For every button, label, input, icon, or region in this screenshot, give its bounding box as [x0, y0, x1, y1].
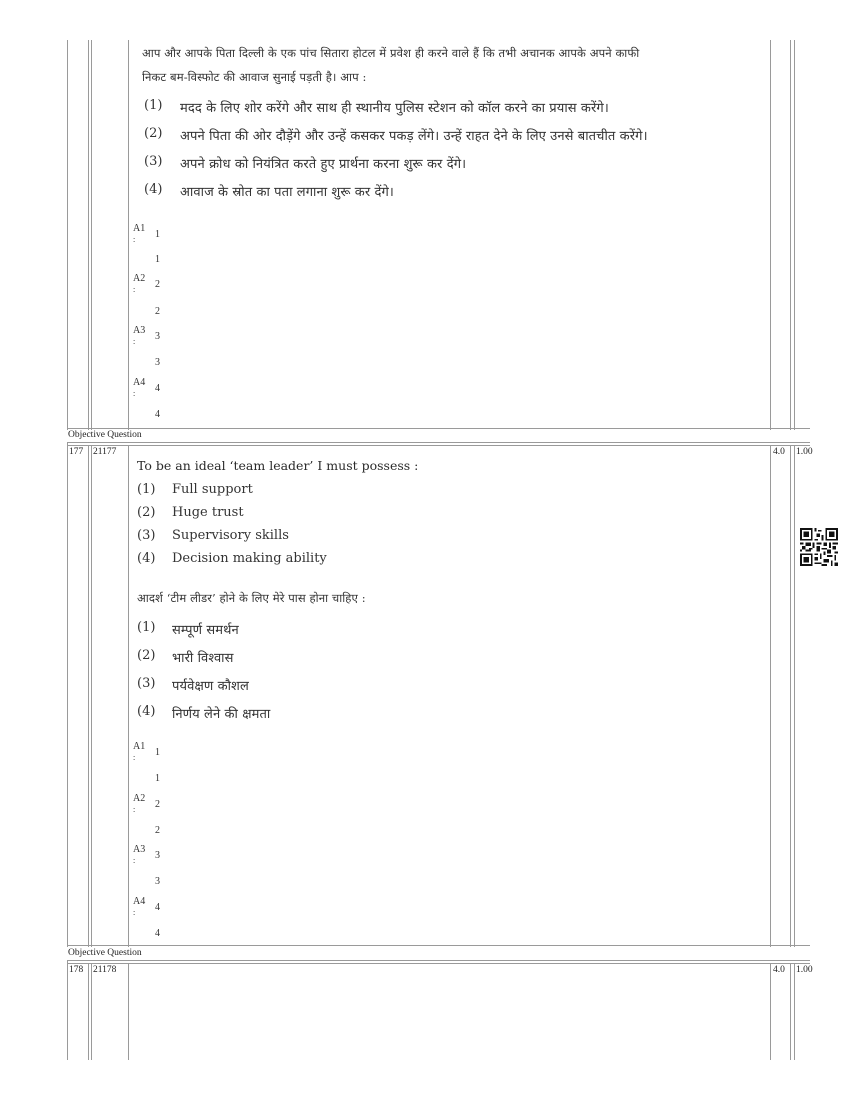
q177-answer-a3-colon: : — [133, 856, 136, 865]
q176-answer-a1-label: A1 — [133, 223, 146, 234]
q177-en-option-1-number: (1) — [137, 482, 156, 497]
q176-answer-a1-colon: : — [133, 235, 136, 244]
table-border-left — [67, 442, 68, 947]
q177-hi-option-1-number: (1) — [137, 620, 156, 635]
row-divider — [67, 428, 810, 429]
q176-option-1-text: मदद के लिए शोर करेंगे और साथ ही स्थानीय पुलिस स्टेशन को कॉल करने का प्रयास करेंगे। — [180, 101, 609, 116]
q177-hi-option-2-text: भारी विश्वास — [172, 651, 234, 666]
row-divider — [67, 960, 810, 961]
table-border-marks — [790, 445, 791, 947]
table-border-question-right — [770, 40, 771, 430]
table-border-marks — [790, 963, 791, 1060]
q177-hi-option-1-text: सम्पूर्ण समर्थन — [172, 623, 239, 638]
q176-answer-a2-label: A2 — [133, 273, 146, 284]
row-divider — [67, 963, 810, 964]
q177-answer-a2-value: 2 — [155, 799, 160, 810]
question-176-hindi-line1: आप और आपके पिता दिल्ली के एक पांच सितारा होटल में प्रवेश ही करने वाले हैं कि तभी अचानक आपके अपने काफी — [142, 46, 640, 60]
q176-answer-a2-value: 2 — [155, 279, 160, 290]
table-border-qid — [91, 963, 92, 1060]
q177-answer-a3-value: 3 — [155, 850, 160, 861]
q177-answer-a1-sub: 1 — [155, 773, 160, 784]
q177-hi-option-2-number: (2) — [137, 648, 156, 663]
q177-answer-a4-label: A4 — [133, 896, 146, 907]
table-border-question-right — [770, 445, 771, 947]
question-serial-number: 178 — [69, 965, 84, 975]
q177-en-option-2-text: Huge trust — [172, 505, 244, 520]
section-label: Objective Question — [68, 430, 142, 440]
table-border-sno — [88, 40, 89, 430]
table-border-marks2 — [794, 963, 795, 1060]
table-border-left — [67, 40, 68, 430]
q176-answer-a4-value: 4 — [155, 383, 160, 394]
question-negative-marks: 1.00 — [796, 447, 813, 457]
q176-answer-a4-label: A4 — [133, 377, 146, 388]
q177-en-option-4-number: (4) — [137, 551, 156, 566]
question-id: 21178 — [93, 965, 117, 975]
q177-answer-a4-sub: 4 — [155, 928, 160, 939]
q177-answer-a3-label: A3 — [133, 844, 146, 855]
question-negative-marks: 1.00 — [796, 965, 813, 975]
row-divider — [67, 945, 810, 946]
q177-en-option-3-text: Supervisory skills — [172, 528, 289, 543]
q176-answer-a2-colon: : — [133, 285, 136, 294]
qr-code-icon — [800, 528, 838, 566]
q177-hi-option-4-text: निर्णय लेने की क्षमता — [172, 707, 271, 722]
table-border-marks2 — [794, 40, 795, 430]
q177-en-option-1-text: Full support — [172, 482, 253, 497]
q177-answer-a4-value: 4 — [155, 902, 160, 913]
table-border-question — [128, 40, 129, 430]
q176-answer-a3-label: A3 — [133, 325, 146, 336]
q177-answer-a3-sub: 3 — [155, 876, 160, 887]
q177-answer-a1-label: A1 — [133, 741, 146, 752]
q177-hi-option-4-number: (4) — [137, 704, 156, 719]
q176-option-4-text: आवाज के स्रोत का पता लगाना शुरू कर देंगे। — [180, 185, 394, 200]
q176-answer-a2-sub: 2 — [155, 306, 160, 317]
question-id: 21177 — [93, 447, 117, 457]
table-border-qid — [91, 445, 92, 947]
question-176-hindi-line2: निकट बम-विस्फोट की आवाज सुनाई पड़ती है। आप : — [142, 70, 367, 84]
row-divider — [67, 445, 810, 446]
question-marks: 4.0 — [773, 447, 785, 457]
q176-option-1-number: (1) — [144, 98, 163, 113]
question-177-english-text: To be an ideal ‘team leader’ I must possess : — [137, 458, 419, 473]
row-divider — [67, 442, 810, 443]
q177-en-option-3-number: (3) — [137, 528, 156, 543]
q176-answer-a3-colon: : — [133, 337, 136, 346]
q176-option-2-text: अपने पिता की ओर दौड़ेंगे और उन्हें कसकर पकड़ लेंगे। उन्हें राहत देने के लिए उनसे बातचीत करेंगे। — [180, 129, 648, 144]
question-marks: 4.0 — [773, 965, 785, 975]
table-border-question-right — [770, 963, 771, 1060]
q176-option-3-number: (3) — [144, 154, 163, 169]
q177-answer-a2-sub: 2 — [155, 825, 160, 836]
table-border-marks — [790, 40, 791, 430]
q176-option-2-number: (2) — [144, 126, 163, 141]
q177-en-option-4-text: Decision making ability — [172, 551, 327, 566]
table-border-qid — [91, 40, 92, 430]
q176-answer-a1-sub: 1 — [155, 254, 160, 265]
q176-option-3-text: अपने क्रोध को नियंत्रित करते हुए प्रार्थना करना शुरू कर देंगे। — [180, 157, 467, 172]
q177-answer-a2-colon: : — [133, 805, 136, 814]
q177-en-option-2-number: (2) — [137, 505, 156, 520]
table-border-question — [128, 963, 129, 1060]
q177-answer-a1-colon: : — [133, 753, 136, 762]
q176-answer-a4-colon: : — [133, 389, 136, 398]
table-border-sno — [88, 963, 89, 1060]
table-border-marks2 — [794, 445, 795, 947]
q177-answer-a4-colon: : — [133, 908, 136, 917]
table-border-question — [128, 445, 129, 947]
q177-answer-a2-label: A2 — [133, 793, 146, 804]
table-border-left — [67, 960, 68, 1060]
table-border-sno — [88, 445, 89, 947]
question-serial-number: 177 — [69, 447, 84, 457]
q176-answer-a1-value: 1 — [155, 229, 160, 240]
q177-hi-option-3-number: (3) — [137, 676, 156, 691]
q176-answer-a3-value: 3 — [155, 331, 160, 342]
q177-hi-option-3-text: पर्यवेक्षण कौशल — [172, 679, 249, 694]
q176-answer-a4-sub: 4 — [155, 409, 160, 420]
q176-option-4-number: (4) — [144, 182, 163, 197]
section-label: Objective Question — [68, 948, 142, 958]
q177-answer-a1-value: 1 — [155, 747, 160, 758]
question-177-hindi-text: आदर्श ‘टीम लीडर’ होने के लिए मेरे पास होना चाहिए : — [137, 591, 366, 605]
q176-answer-a3-sub: 3 — [155, 357, 160, 368]
